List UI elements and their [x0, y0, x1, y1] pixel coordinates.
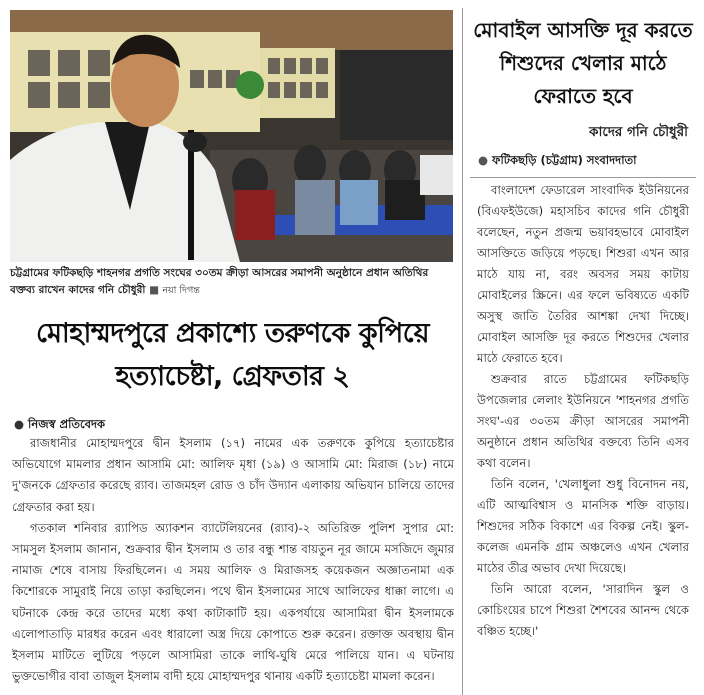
right-article-paragraph: বাংলাদেশ ফেডারেল সাংবাদিক ইউনিয়নের (বিএফইউজে) মহাসচিব কাদের গনি চৌধুরী বলেছেন, নতুন প্রজন্ম ভয়াবহভাবে মোবাইল আসক্তিতে জড়িয়ে পড়ছে। শিশুরা এখন আর মাঠে যায় না, বরং অবসর সময় কাটায় মোবাইলের স্ক্রিনে। এর ফলে ভবিষ্যতে একটি অসুস্থ জাতি তৈরির আশঙ্কা দেখা দিচ্ছে। মোবাইল আসক্তি দূর করতে শিশুদের খেলার মাঠে ফেরাতে হবে। — [477, 183, 689, 365]
news-photo — [10, 10, 453, 262]
left-article-body — [12, 433, 454, 687]
byline-text: নিজস্ব প্রতিবেদক — [28, 417, 106, 431]
bullet-icon: ● — [478, 153, 489, 167]
right-article-paragraph: তিনি বলেন, 'খেলাধুলা শুধু বিনোদন নয়, এটি আত্মবিশ্বাস ও মানসিক শক্তি বাড়ায়। শিশুদের সঠিক বিকাশে এর বিকল্প নেই। স্কুল-কলেজ এমনকি গ্রাম অঞ্চলেও এখন খেলার মাঠের তীব্র অভাব দেখা দিয়েছে। — [477, 477, 689, 575]
caption-text: চট্টগ্রামের ফটিকছড়ি শাহনগর প্রগতি সংঘের ৩০তম ক্রীড়া আসরের সমাপনী অনুষ্ঠানে প্রধান অতিথির বক্তব্য রাখেন কাদের গনি চৌধুরী — [10, 267, 429, 296]
column-divider — [462, 8, 463, 695]
left-article-paragraph: রাজধানীর মোহাম্মদপুরে দ্বীন ইসলাম (১৭) নামের এক তরুণকে কুপিয়ে হত্যাচেষ্টার অভিযোগে মামলার প্রধান আসামি মো: আলিফ মৃধা (১৯) ও আসামি মো: মিরাজ (১৮) নামে দু'জনকে গ্রেফতার করেছে র‍্যাব। তাজমহল রোড ও চাঁদ উদ্যান এলাকায় অভিযান চালিয়ে তাদের গ্রেফতার করা হয়। — [12, 436, 454, 514]
right-article-paragraph: শুক্রবার রাতে চট্টগ্রামের ফটিকছড়ি উপজেলার লেলাং ইউনিয়নে 'শাহনগর প্রগতি সংঘ'-এর ৩০তম ক্রীড়া আসরের সমাপনী অনুষ্ঠানে প্রধান অতিথির বক্তব্যে তিনি এসব কথা বলেন। — [477, 372, 689, 470]
right-article-paragraph: তিনি আরো বলেন, 'সারাদিন স্কুল ও কোচিংয়ের চাপে শিশুরা শৈশবের আনন্দ থেকে বঞ্চিত হচ্ছে।' — [477, 582, 689, 638]
square-bullet-icon: ■ — [149, 284, 163, 296]
left-article-headline[interactable]: মোহাম্মদপুরে প্রকাশ্যে তরুণকে কুপিয়ে হত্যাচেষ্টা, গ্রেফতার ২ — [35, 318, 429, 392]
right-article-headline[interactable]: মোবাইল আসক্তি দূর করতে শিশুদের খেলার মাঠে ফেরাতে হবে — [473, 18, 693, 108]
photo-caption — [10, 265, 455, 299]
photo-speaker-at-podium-icon — [10, 10, 453, 262]
dateline-separator — [470, 177, 696, 178]
photo-credit: নয়া দিগন্ত — [162, 285, 200, 296]
left-article-paragraph: গতকাল শনিবার র‍্যাপিড অ্যাকশন ব্যাটেলিয়নের (র‍্যাব)-২ অতিরিক্ত পুলিশ সুপার মো: সামসুল ইসলাম জানান, শুক্রবার দ্বীন ইসলাম ও তার বন্ধু শান্ত বায়তুন নূর জামে মসজিদে জুমার নামাজ শেষে বাসায় ফিরছিলেন। এ সময় আলিফ ও মিরাজসহ কয়েকজন অজ্ঞাতনামা এক কিশোরকে সামুরাই নিয়ে তাড়া করছিলেন। পথে দ্বীন ইসলামের সাথে আলিফের ধাক্কা লাগে। এ ঘটনাকে কেন্দ্র করে তাদের মধ্যে কথা কাটাকাটি হয়। একপর্যায়ে আসামিরা দ্বীন ইসলামকে এলোপাতাড়ি মারধর করেন এবং ধারালো অস্ত্র দিয়ে কোপাতে শুরু করেন। রক্তাক্ত অবস্থায় দ্বীন ইসলাম মাটিতে লুটিয়ে পড়লে আসামিরা তাকে লাথি-ঘুষি মেরে পালিয়ে যান। এ ঘটনায় ভুক্তভোগীর বাবা তাজুল ইসলাম বাদী হয়ে মোহাম্মদপুর থানায় একটি হত্যাচেষ্টা মামলা করেন। — [12, 520, 454, 684]
right-article-dateline — [478, 152, 637, 171]
dateline-text: ফটিকছড়ি (চট্টগ্রাম) সংবাদদাতা — [492, 153, 637, 167]
bullet-icon: ● — [14, 417, 25, 431]
right-article-body — [477, 180, 689, 642]
right-article-author: কাদের গনি চৌধুরী — [589, 124, 688, 140]
